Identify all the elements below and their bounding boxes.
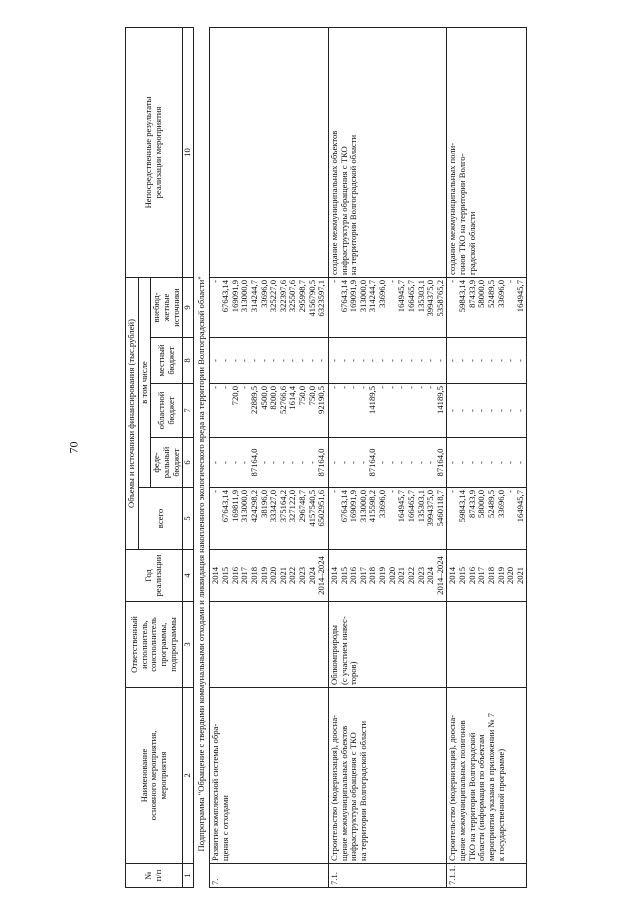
row-regional: - - - - - - - - <box>447 384 527 438</box>
row-total: - 59843,14 87433,9 58000,0 52489,5 33696,0 - 164945,7 <box>447 488 527 550</box>
header-no: № п/п <box>126 864 183 888</box>
row-result: создание межмуниципальных объектов инфраструктуры обращения с ТКО на территории Волгоградской области <box>328 27 447 277</box>
table-header <box>126 27 194 887</box>
row-no: 7.1. <box>328 864 447 888</box>
row-name: Строительство (модернизация), дооcна- щение межмуниципальных полигонов ТКО на территории Волгоградской области (информация по объектам мероприятия указана в приложении № 7 к государственной программе) <box>447 688 527 864</box>
col-number: 2 <box>183 688 194 864</box>
row-years: 2014 2015 2016 2017 2018 2019 2020 2021 2022 2023 2024 2014–2024 <box>328 550 447 602</box>
row-no: 7.1.1. <box>447 864 527 888</box>
row-federal: - - - - - - - - <box>447 438 527 488</box>
header-local: местный бюджет <box>151 338 183 384</box>
header-including: в том числе <box>138 277 151 487</box>
row-total: - 67643,14 169091,9 313000,0 415598,2 33696,0 - 164945,7 166465,7 135303,1 3994375,0 5460118,7 <box>328 488 447 550</box>
header-year: Год реализации <box>126 550 183 602</box>
row-local: - - - - - - - - - - - - <box>328 338 447 384</box>
rotated-table-wrapper <box>125 28 640 888</box>
header-regional: областной бюджет <box>151 384 183 438</box>
row-years: 2014 2015 2016 2017 2018 2019 2020 2021 <box>447 550 527 602</box>
row-regional: - - - - 14189,5 - - - - - - 14189,5 <box>328 384 447 438</box>
row-name: Строительство (модернизация), дооcна- щение межмуниципальных объектов инфраструктуры обращения с ТКО на территории Волгоградской области <box>328 688 447 864</box>
row-federal: - - - - 87164,0 - - - - - - 87164,0 <box>328 438 447 488</box>
header-results: Непосредственные результаты реализации мероприятия <box>126 27 183 277</box>
column-numbers-row <box>183 27 194 887</box>
header-funding: Объемы и источники финансирования (тыс.рублей) <box>126 277 139 549</box>
col-number: 6 <box>183 438 194 488</box>
funding-table <box>125 27 527 888</box>
row-name: Развитие комплексной системы обра- щения с отходами <box>210 688 329 864</box>
table-row <box>328 27 447 887</box>
row-local: - - - - - - - - - - - - <box>210 338 329 384</box>
row-total: - 67643,14 169811,9 313000,0 424298,2 38196,0 333427,0 375164,2 327122,0 296748,7 4157540,5 6502951,6 <box>210 488 329 550</box>
row-responsible <box>210 602 329 688</box>
row-regional: - - 720,0 - 22889,5 4500,0 8200,0 52766,6 1614,4 750,0 750,0 92190,5 <box>210 384 329 438</box>
row-extra: - 59843,14 87433,9 58000,0 52489,5 33696,0 - 164945,7 <box>447 277 527 337</box>
table-row <box>210 27 329 887</box>
header-responsible: Ответственный исполнитель, соисполнитель программы, подпрограммы <box>126 602 183 688</box>
table-body <box>193 27 527 887</box>
col-number: 9 <box>183 277 194 337</box>
row-years: 2014 2015 2016 2017 2018 2019 2020 2021 2022 2023 2024 2014–2024 <box>210 550 329 602</box>
row-local: - - - - - - - - <box>447 338 527 384</box>
col-number: 8 <box>183 338 194 384</box>
header-total: всего <box>138 488 183 550</box>
col-number: 1 <box>183 864 194 888</box>
table-row <box>447 27 527 887</box>
row-result <box>210 27 329 277</box>
row-no: 7. <box>210 864 329 888</box>
row-federal: - - - - 87164,0 - - - - - - 87164,0 <box>210 438 329 488</box>
row-extra: - 67643,14 169091,9 313000,0 314244,7 33696,0 - 164945,7 166465,7 135303,1 3994375,0 5358765,2 <box>328 277 447 337</box>
header-extra: внебюд- жетные источники <box>151 277 183 337</box>
header-name: Наименование основного мероприятия, мероприятия <box>126 688 183 864</box>
row-responsible: Облкомприроды (с участием инвес- торов) <box>328 602 447 688</box>
subprogram-title: Подпрограмма "Обращение с твердыми коммунальными отходами и ликвидация накопленного экологического вреда на территории Волгоградской области" <box>193 27 210 887</box>
col-number: 5 <box>183 488 194 550</box>
row-result: создание межмуниципальных поли- гонов ТКО на территории Волго- градской области <box>447 27 527 277</box>
row-responsible <box>447 602 527 688</box>
page-number: 70 <box>66 441 81 454</box>
col-number: 7 <box>183 384 194 438</box>
header-federal: феде- ральный бюджет <box>151 438 183 488</box>
col-number: 4 <box>183 550 194 602</box>
col-number: 3 <box>183 602 194 688</box>
col-number: 10 <box>183 27 194 277</box>
row-extra: - 67643,14 169091,9 313000,0 314244,7 33696,0 325227,0 322397,6 325507,6 295998,7 4156790,5 6323597,1 <box>210 277 329 337</box>
